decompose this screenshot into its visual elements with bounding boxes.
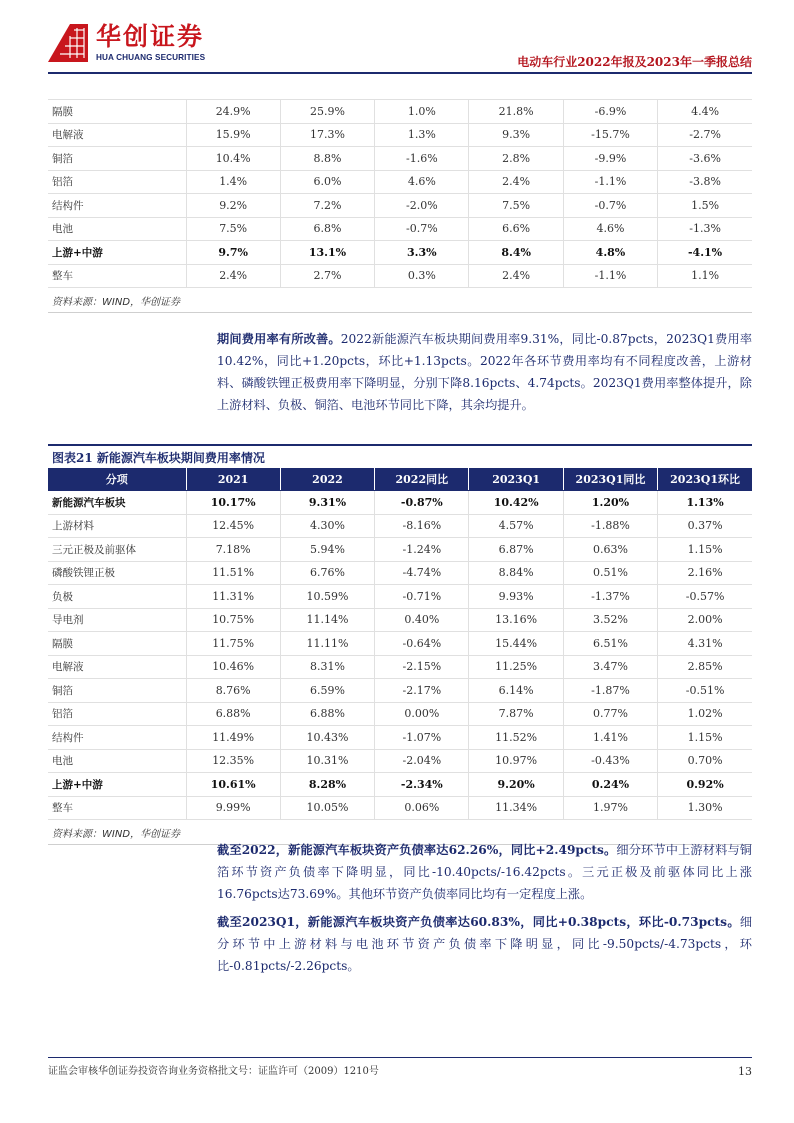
table-row (48, 749, 752, 773)
table-cell: -0.43% (563, 749, 657, 773)
table-cell: 1.02% (658, 702, 752, 726)
table-cell: 4.6% (563, 217, 657, 241)
expense-ratio-table-body (48, 491, 752, 820)
table-row (48, 170, 752, 194)
row-label: 新能源汽车板块 (48, 491, 186, 515)
table-cell: 5.94% (280, 538, 374, 562)
table-cell: 12.45% (186, 514, 280, 538)
table-row (48, 264, 752, 288)
table-cell: -1.1% (563, 264, 657, 288)
table-row (48, 514, 752, 538)
table-row (48, 217, 752, 241)
table-cell: -1.24% (375, 538, 469, 562)
report-title: 电动车行业2022年报及2023年一季报总结 (517, 55, 752, 69)
table-row (48, 561, 752, 585)
table-cell: 9.99% (186, 796, 280, 820)
page-number: 13 (738, 1065, 752, 1078)
table-cell: 4.30% (280, 514, 374, 538)
table-cell: 2.7% (280, 264, 374, 288)
table-cell: -0.71% (375, 585, 469, 609)
table-row (48, 194, 752, 218)
row-label: 上游材料 (48, 514, 186, 538)
row-label: 铜箔 (48, 679, 186, 703)
table-cell: -1.1% (563, 170, 657, 194)
table-cell: 1.3% (375, 123, 469, 147)
table-cell: 10.4% (186, 147, 280, 171)
table-cell: -4.74% (375, 561, 469, 585)
table-cell: 6.76% (280, 561, 374, 585)
table-header-row (48, 468, 752, 491)
table-cell: 2.4% (469, 264, 563, 288)
table-cell: 2.16% (658, 561, 752, 585)
table-source: 资料来源：WIND，华创证券 (48, 820, 752, 845)
table-cell: -1.87% (563, 679, 657, 703)
row-label: 上游+中游 (48, 773, 186, 797)
table-cell: 2.4% (469, 170, 563, 194)
row-label: 导电剂 (48, 608, 186, 632)
table-cell: 1.1% (658, 264, 752, 288)
table-cell: 6.87% (469, 538, 563, 562)
table-cell: 9.31% (280, 491, 374, 515)
table-cell: 8.4% (469, 241, 563, 265)
table-cell: 9.7% (186, 241, 280, 265)
row-label: 结构件 (48, 726, 186, 750)
table-cell: 8.28% (280, 773, 374, 797)
table-cell: 1.15% (658, 538, 752, 562)
table-cell: 7.5% (469, 194, 563, 218)
column-header: 2023Q1环比 (658, 468, 752, 491)
table-cell: 17.3% (280, 123, 374, 147)
table-cell: 10.05% (280, 796, 374, 820)
table-cell: 1.41% (563, 726, 657, 750)
table-cell: -3.8% (658, 170, 752, 194)
table-row (48, 702, 752, 726)
table-cell: -0.87% (375, 491, 469, 515)
table-cell: -2.7% (658, 123, 752, 147)
table-row (48, 100, 752, 124)
margin-table-body (48, 100, 752, 288)
row-label: 隔膜 (48, 100, 186, 124)
table-cell: 6.0% (280, 170, 374, 194)
expense-paragraph-body: 2022新能源汽车板块期间费用率9.31%，同比-0.87pcts，2023Q1费用率10.42%，同比+1.20pcts，环比+1.13pcts。2022年各环节费用率均有不同程度改善，上游材料、磷酸铁锂正极费用率下降明显，分别下降8.16pcts、4.74pcts。2023Q1费用率整体提升，除上游材料、负极、铜箔、电池环节同比下降，其余均提升。 (217, 332, 753, 412)
row-label: 结构件 (48, 194, 186, 218)
table-cell: 0.63% (563, 538, 657, 562)
table-cell: 7.5% (186, 217, 280, 241)
table-cell: 21.8% (469, 100, 563, 124)
footer-divider (48, 1057, 752, 1058)
page-header (0, 0, 794, 80)
table-cell: -3.6% (658, 147, 752, 171)
table-row (48, 632, 752, 656)
table-row (48, 585, 752, 609)
table-cell: -0.51% (658, 679, 752, 703)
table-cell: 3.47% (563, 655, 657, 679)
table-cell: 0.40% (375, 608, 469, 632)
table-row (48, 538, 752, 562)
column-header: 2023Q1 (469, 468, 563, 491)
table-cell: -1.88% (563, 514, 657, 538)
table-cell: -0.64% (375, 632, 469, 656)
debt-ratio-2023q1-body: 细分环节中上游材料与电池环节资产负债率下降明显，同比-9.50pcts/-4.73pcts，环比-0.81pcts/-2.26pcts。 (217, 915, 752, 973)
table-cell: 11.34% (469, 796, 563, 820)
row-label: 三元正极及前驱体 (48, 538, 186, 562)
table-cell: 11.31% (186, 585, 280, 609)
table-cell: 11.51% (186, 561, 280, 585)
table-cell: 24.9% (186, 100, 280, 124)
debt-ratio-2022-lead: 截至2022，新能源汽车板块资产负债率达62.26%，同比+2.49pcts。 (217, 843, 617, 857)
table-cell: -15.7% (563, 123, 657, 147)
column-header: 2022 (280, 468, 374, 491)
table-cell: 0.06% (375, 796, 469, 820)
table-cell: 0.24% (563, 773, 657, 797)
table-cell: -2.34% (375, 773, 469, 797)
table-cell: 6.51% (563, 632, 657, 656)
table-row (48, 147, 752, 171)
table-cell: 11.25% (469, 655, 563, 679)
table-cell: -1.3% (658, 217, 752, 241)
table-cell: 7.87% (469, 702, 563, 726)
logo-english-name: HUA CHUANG SECURITIES (96, 53, 206, 62)
table-cell: 6.59% (280, 679, 374, 703)
table-cell: 25.9% (280, 100, 374, 124)
table-cell: 0.51% (563, 561, 657, 585)
table-cell: 11.49% (186, 726, 280, 750)
row-label: 磷酸铁锂正极 (48, 561, 186, 585)
table-row (48, 679, 752, 703)
expense-paragraph (217, 328, 752, 416)
table-cell: -2.15% (375, 655, 469, 679)
table-cell: 10.46% (186, 655, 280, 679)
table-cell: -0.7% (563, 194, 657, 218)
table-cell: 0.3% (375, 264, 469, 288)
table-cell: -8.16% (375, 514, 469, 538)
table-cell: 6.14% (469, 679, 563, 703)
table-cell: 0.00% (375, 702, 469, 726)
table-cell: 10.61% (186, 773, 280, 797)
table-cell: 6.6% (469, 217, 563, 241)
table-cell: 1.30% (658, 796, 752, 820)
table-cell: 10.59% (280, 585, 374, 609)
table-cell: 15.44% (469, 632, 563, 656)
table-cell: -1.37% (563, 585, 657, 609)
table-cell: 13.1% (280, 241, 374, 265)
table-cell: 4.4% (658, 100, 752, 124)
table-cell: 11.11% (280, 632, 374, 656)
table-cell: 7.18% (186, 538, 280, 562)
row-label: 电池 (48, 217, 186, 241)
table-cell: -4.1% (658, 241, 752, 265)
table-cell: 3.52% (563, 608, 657, 632)
table-cell: 11.14% (280, 608, 374, 632)
table-cell: 10.31% (280, 749, 374, 773)
table-cell: -1.07% (375, 726, 469, 750)
logo-chinese-name: 华创证券 (96, 22, 205, 51)
table-row (48, 491, 752, 515)
table-row (48, 796, 752, 820)
footer-license: 证监会审核华创证券投资咨询业务资格批文号：证监许可（2009）1210号 (48, 1066, 379, 1077)
table-cell: 11.52% (469, 726, 563, 750)
table-cell: 10.97% (469, 749, 563, 773)
huachuang-logo-icon (48, 24, 88, 62)
table-cell: -6.9% (563, 100, 657, 124)
table-cell: 2.00% (658, 608, 752, 632)
table-cell: 4.6% (375, 170, 469, 194)
table-row (48, 726, 752, 750)
row-label: 整车 (48, 796, 186, 820)
row-label: 铝箔 (48, 170, 186, 194)
row-label: 隔膜 (48, 632, 186, 656)
table-cell: -2.0% (375, 194, 469, 218)
table-cell: -2.17% (375, 679, 469, 703)
header-divider (48, 72, 752, 74)
table-row (48, 608, 752, 632)
table-cell: 2.8% (469, 147, 563, 171)
table-cell: 2.4% (186, 264, 280, 288)
table-cell: 12.35% (186, 749, 280, 773)
table-cell: 1.97% (563, 796, 657, 820)
table-cell: 0.70% (658, 749, 752, 773)
table-cell: 9.2% (186, 194, 280, 218)
column-header: 分项 (48, 468, 186, 491)
table-cell: 10.42% (469, 491, 563, 515)
row-label: 整车 (48, 264, 186, 288)
table-cell: 6.88% (186, 702, 280, 726)
row-label: 铜箔 (48, 147, 186, 171)
debt-ratio-2023q1-lead: 截至2023Q1，新能源汽车板块资产负债率达60.83%，同比+0.38pcts，环比-0.73pcts。 (217, 915, 740, 929)
table-row (48, 123, 752, 147)
table-cell: 1.4% (186, 170, 280, 194)
row-label: 电解液 (48, 655, 186, 679)
debt-ratio-2023q1-paragraph (217, 911, 752, 977)
table-row (48, 241, 752, 265)
table-cell: 13.16% (469, 608, 563, 632)
table-cell: 11.75% (186, 632, 280, 656)
column-header: 2023Q1同比 (563, 468, 657, 491)
row-label: 电解液 (48, 123, 186, 147)
table-cell: 6.88% (280, 702, 374, 726)
column-header: 2021 (186, 468, 280, 491)
table-cell: 8.31% (280, 655, 374, 679)
table-cell: 10.17% (186, 491, 280, 515)
row-label: 铝箔 (48, 702, 186, 726)
table-cell: 10.43% (280, 726, 374, 750)
table-cell: 6.8% (280, 217, 374, 241)
table-cell: -1.6% (375, 147, 469, 171)
row-label: 上游+中游 (48, 241, 186, 265)
table-source-row (48, 288, 752, 313)
table-cell: 0.92% (658, 773, 752, 797)
table-cell: 4.57% (469, 514, 563, 538)
table-cell: 1.5% (658, 194, 752, 218)
table-cell: 8.8% (280, 147, 374, 171)
row-label: 电池 (48, 749, 186, 773)
table-cell: 0.77% (563, 702, 657, 726)
table-source: 资料来源：WIND，华创证券 (48, 288, 752, 313)
table-cell: 10.75% (186, 608, 280, 632)
table-cell: -0.7% (375, 217, 469, 241)
table-row (48, 773, 752, 797)
table-cell: 8.76% (186, 679, 280, 703)
table-cell: 8.84% (469, 561, 563, 585)
debt-ratio-2022-body: 细分环节中上游材料与铜箔环节资产负债率下降明显，同比-10.40pcts/-16.42pcts。三元正极及前驱体同比上涨16.76pcts达73.69%。其他环节资产负债率同比均有一定程度上涨。 (217, 843, 752, 901)
table-cell: -2.04% (375, 749, 469, 773)
table-cell: -0.57% (658, 585, 752, 609)
table-cell: 4.8% (563, 241, 657, 265)
debt-ratio-2022-paragraph (217, 839, 752, 905)
table-cell: 9.20% (469, 773, 563, 797)
margin-table-continued (48, 99, 752, 313)
table-cell: 7.2% (280, 194, 374, 218)
expense-paragraph-lead: 期间费用率有所改善。 (217, 332, 341, 346)
table-cell: 1.20% (563, 491, 657, 515)
table-cell: 1.13% (658, 491, 752, 515)
table-title: 图表21 新能源汽车板块期间费用率情况 (48, 445, 752, 468)
expense-ratio-table (48, 444, 752, 845)
table-cell: -9.9% (563, 147, 657, 171)
table-row (48, 655, 752, 679)
table-cell: 9.93% (469, 585, 563, 609)
table-cell: 0.37% (658, 514, 752, 538)
table-cell: 1.15% (658, 726, 752, 750)
column-header: 2022同比 (375, 468, 469, 491)
table-cell: 2.85% (658, 655, 752, 679)
table-cell: 4.31% (658, 632, 752, 656)
row-label: 负极 (48, 585, 186, 609)
table-cell: 1.0% (375, 100, 469, 124)
table-cell: 9.3% (469, 123, 563, 147)
table-cell: 15.9% (186, 123, 280, 147)
table-cell: 3.3% (375, 241, 469, 265)
table-title-row (48, 445, 752, 468)
